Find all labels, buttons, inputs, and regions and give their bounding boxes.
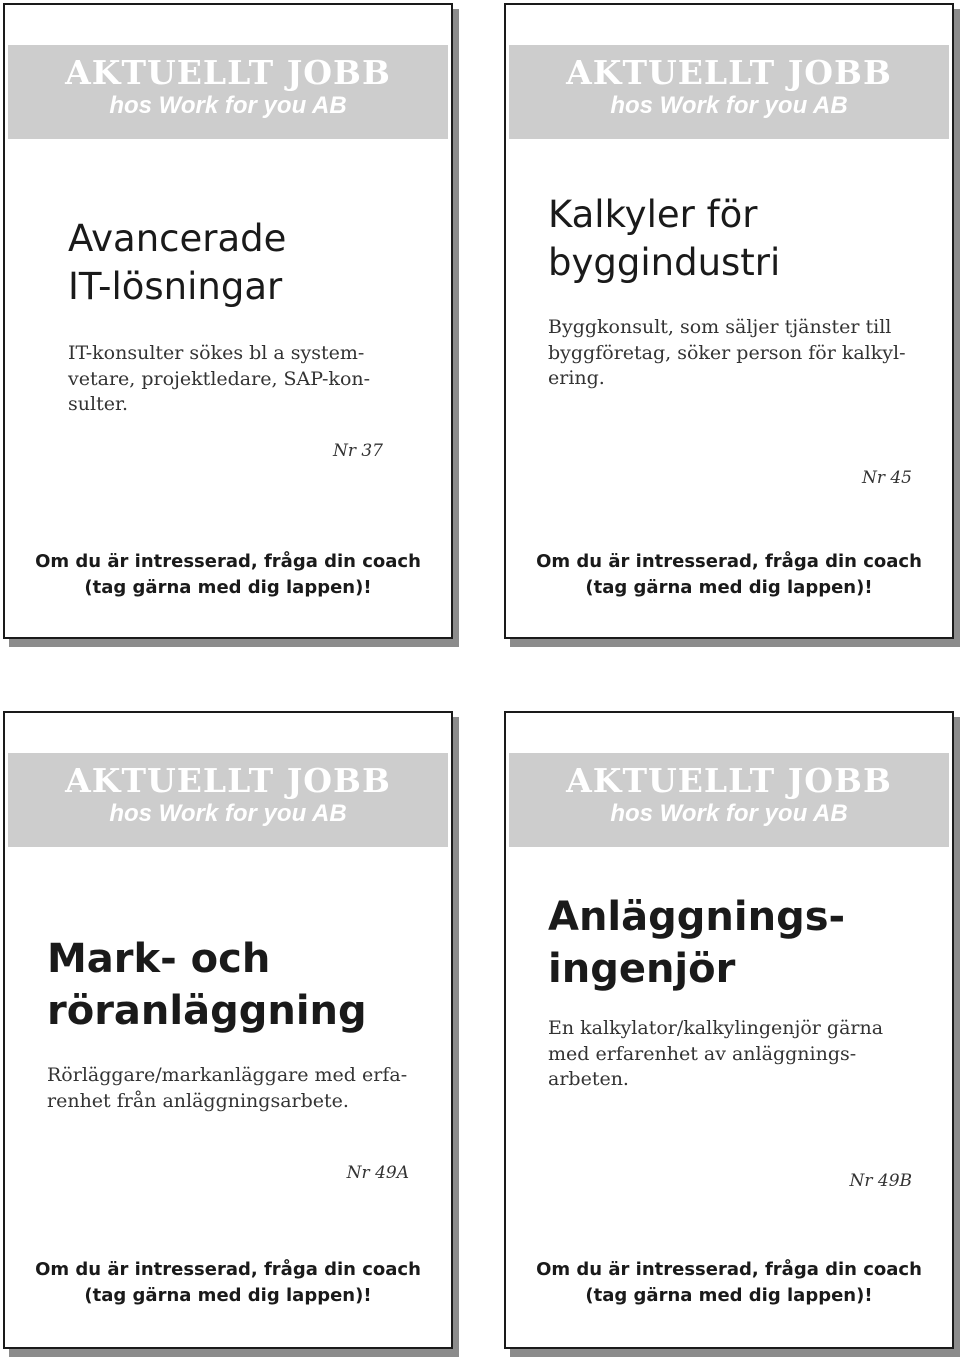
job-card-nr-49a — [3, 711, 453, 1349]
job-title-line: IT-lösningar — [68, 265, 283, 309]
cta-line: (tag gärna med dig lappen)! — [585, 577, 873, 599]
description-line: byggföretag, söker person för kalkyl- — [548, 341, 906, 364]
job-title — [548, 191, 780, 287]
job-number: Nr 49B — [849, 1171, 912, 1191]
description-line: sulter. — [68, 393, 128, 416]
job-description — [548, 1016, 883, 1093]
job-title-line: ingenjör — [548, 946, 736, 992]
description-line: arbeten. — [548, 1068, 629, 1091]
job-title-line: Kalkyler för — [548, 193, 758, 236]
banner-subtitle: hos Work for you AB — [610, 800, 848, 827]
cta-line: Om du är intresserad, fråga din coach — [536, 1259, 922, 1280]
description-line: Byggkonsult, som säljer tjänster till — [548, 316, 892, 338]
banner-title: AKTUELLT JOBB — [65, 761, 391, 800]
job-title — [47, 933, 367, 1037]
banner-subtitle: hos Work for you AB — [109, 92, 347, 119]
description-line: vetare, projektledare, SAP-kon- — [68, 367, 371, 390]
banner-title: AKTUELLT JOBB — [566, 761, 892, 800]
cta-line: (tag gärna med dig lappen)! — [585, 1285, 873, 1307]
job-title-line: Anläggnings- — [548, 894, 846, 940]
description-line: med erfarenhet av anläggnings- — [548, 1042, 857, 1065]
contact-coach-text — [506, 549, 952, 601]
contact-coach-text — [506, 1257, 952, 1309]
cta-line: Om du är intresserad, fråga din coach — [35, 551, 421, 572]
job-title-line: Mark- och — [47, 936, 271, 982]
job-banner — [8, 45, 448, 139]
job-title-line: Avancerade — [68, 217, 287, 260]
banner-subtitle: hos Work for you AB — [610, 92, 848, 119]
job-banner — [8, 753, 448, 847]
job-title-line: byggindustri — [548, 241, 781, 285]
job-banner — [509, 45, 949, 139]
job-card-nr-45 — [504, 3, 954, 639]
description-line: ering. — [548, 367, 605, 390]
job-title — [68, 215, 286, 311]
job-card-nr-49b — [504, 711, 954, 1349]
contact-coach-text — [5, 549, 451, 601]
job-description — [47, 1063, 407, 1114]
description-line: IT-konsulter sökes bl a system- — [68, 342, 365, 364]
job-title-line: röranläggning — [47, 988, 367, 1034]
banner-subtitle: hos Work for you AB — [109, 800, 347, 827]
job-banner — [509, 753, 949, 847]
job-number: Nr 49A — [346, 1163, 409, 1183]
job-card-nr-37 — [3, 3, 453, 639]
cta-line: (tag gärna med dig lappen)! — [84, 1285, 372, 1307]
description-line: Rörläggare/markanläggare med erfa- — [47, 1064, 408, 1086]
job-number: Nr 37 — [332, 441, 383, 461]
job-description — [548, 315, 906, 392]
job-description — [68, 341, 370, 418]
job-number: Nr 45 — [861, 468, 912, 488]
banner-title: AKTUELLT JOBB — [65, 53, 391, 92]
contact-coach-text — [5, 1257, 451, 1309]
banner-title: AKTUELLT JOBB — [566, 53, 892, 92]
cta-line: Om du är intresserad, fråga din coach — [536, 551, 922, 572]
description-line: En kalkylator/kalkylingenjör gärna — [548, 1017, 884, 1039]
cta-line: Om du är intresserad, fråga din coach — [35, 1259, 421, 1280]
cta-line: (tag gärna med dig lappen)! — [84, 577, 372, 599]
description-line: renhet från anläggningsarbete. — [47, 1089, 349, 1112]
job-title — [548, 891, 845, 995]
